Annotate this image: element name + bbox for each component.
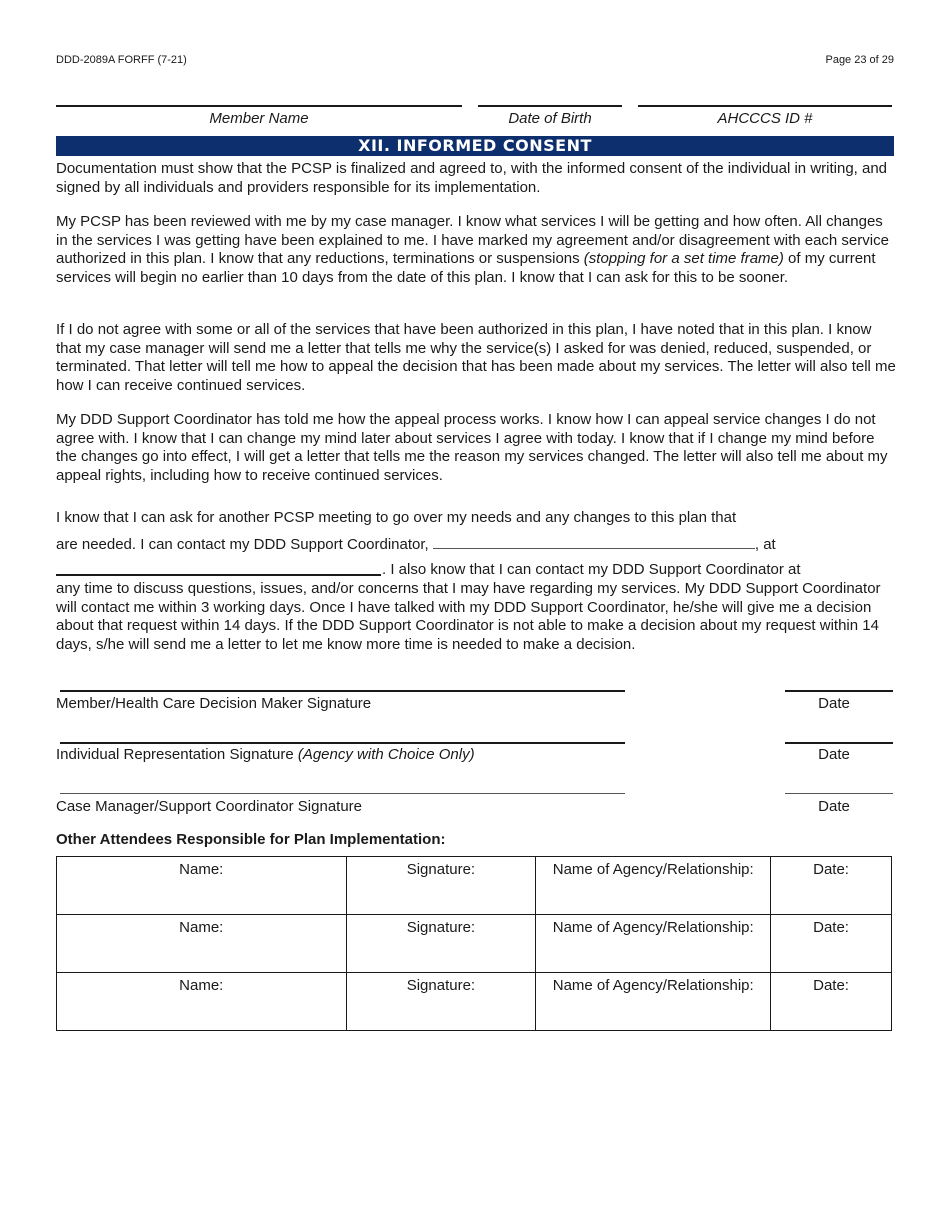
attendee-signature-cell[interactable]: Signature:: [346, 973, 536, 1031]
attendee-signature-cell[interactable]: Signature:: [346, 915, 536, 973]
case-manager-date-label: Date: [818, 798, 850, 815]
case-manager-signature-line[interactable]: [60, 793, 625, 794]
paragraph-appeal-process: My DDD Support Coordinator has told me how the appeal process works. I know how I can appeal service changes I do not agree with. I know that I can change my mind later about services I agree with today. I know that if I change my mind before the changes go into effect, I will get a letter that tells me the reason my services changed. The letter will also tell me about my appeal rights, including how to receive continued services.: [56, 411, 888, 484]
member-signature-label: Member/Health Care Decision Maker Signature: [56, 695, 372, 712]
individual-representation-italic: (Agency with Choice Only): [297, 746, 475, 763]
paragraph-pcsp-meeting-line3: . I also know that I can contact my DDD Support Coordinator at: [382, 561, 801, 578]
paragraph-disagreement: If I do not agree with some or all of the services that have been authorized in this plan, I have noted that in this plan. I know that my case manager will send me a letter that tells me why the service(s) I asked for was denied, reduced, suspended, or terminated. That letter will tell me how to appeal the decision that has been made about my services. The letter will also tell me how I can receive continued services.: [56, 321, 896, 394]
attendee-agency-cell[interactable]: Name of Agency/Relationship:: [536, 973, 771, 1031]
attendee-name-cell[interactable]: Name:: [57, 973, 347, 1031]
attendee-name-cell[interactable]: Name:: [57, 915, 347, 973]
attendees-heading: Other Attendees Responsible for Plan Implementation:: [56, 831, 446, 848]
member-name-line[interactable]: [56, 105, 462, 107]
attendee-date-cell[interactable]: Date:: [771, 973, 892, 1031]
attendee-date-cell[interactable]: Date:: [771, 857, 892, 915]
date-of-birth-line[interactable]: [478, 105, 622, 107]
individual-representation-signature-line[interactable]: [60, 742, 625, 744]
section-title: XII. INFORMED CONSENT: [56, 136, 894, 156]
paragraph-pcsp-review: [56, 213, 896, 287]
attendee-signature-cell[interactable]: Signature:: [346, 857, 536, 915]
coordinator-phone-field[interactable]: [56, 574, 381, 576]
paragraph-pcsp-meeting-line2: [56, 536, 896, 555]
attendee-agency-cell[interactable]: Name of Agency/Relationship:: [536, 915, 771, 973]
ahcccs-id-label: AHCCCS ID #: [717, 110, 813, 127]
date-of-birth-label: Date of Birth: [508, 110, 592, 127]
attendee-name-cell[interactable]: Name:: [57, 857, 347, 915]
individual-representation-date-label: Date: [818, 746, 850, 763]
coordinator-text: are needed. I can contact my DDD Support Coordinator,: [56, 536, 429, 553]
member-date-line[interactable]: [785, 690, 893, 692]
paragraph-pcsp-meeting-line1: I know that I can ask for another PCSP meeting to go over my needs and any changes to this plan that: [56, 509, 737, 526]
case-manager-date-line[interactable]: [785, 793, 893, 794]
individual-representation-text: Individual Representation Signature: [56, 746, 298, 763]
paragraph-pcsp-review-text-b: of my current services will begin no earlier than 10 days from the date of this plan. I know that I can ask for this to be sooner.: [56, 250, 876, 286]
individual-representation-date-line[interactable]: [785, 742, 893, 744]
attendees-table: [56, 856, 892, 1031]
table-row: [57, 973, 892, 1031]
case-manager-signature-label: Case Manager/Support Coordinator Signature: [56, 798, 363, 815]
member-name-label: Member Name: [209, 110, 309, 127]
coordinator-name-field[interactable]: [433, 547, 755, 549]
form-id: DDD-2089A FORFF (7-21): [56, 54, 187, 66]
paragraph-pcsp-meeting-rest: any time to discuss questions, issues, and/or concerns that I may have regarding my services. My DDD Support Coordinator will contact me within 3 working days. Once I have talked with my DDD Support Coordinator, he/she will give me a decision about that request within 14 days. If the DDD Support Coordinator is not able to make a decision about my request within 14 days, s/he will send me a letter to let me know more time is needed to make a decision.: [56, 580, 881, 653]
member-signature-line[interactable]: [60, 690, 625, 692]
paragraph-pcsp-review-italic: (stopping for a set time frame): [583, 250, 784, 268]
page-number: Page 23 of 29: [825, 54, 894, 66]
ahcccs-id-line[interactable]: [638, 105, 892, 107]
member-date-label: Date: [818, 695, 850, 712]
attendee-agency-cell[interactable]: Name of Agency/Relationship:: [536, 857, 771, 915]
individual-representation-signature-label: [56, 746, 475, 763]
coordinator-at-text: , at: [754, 536, 776, 553]
table-row: [57, 857, 892, 915]
paragraph-pcsp-review-text-a: My PCSP has been reviewed with me by my case manager. I know what services I will be getting and how often. All changes in the services I was getting have been explained to me. I have marked my agreement and/or disagreement with each service authorized in this plan. I know that any reductions, terminations or suspensions: [56, 213, 889, 268]
paragraph-documentation: Documentation must show that the PCSP is finalized and agreed to, with the informed consent of the individual in writing, and signed by all individuals and providers responsible for its implementation.: [56, 160, 888, 196]
attendee-date-cell[interactable]: Date:: [771, 915, 892, 973]
table-row: [57, 915, 892, 973]
